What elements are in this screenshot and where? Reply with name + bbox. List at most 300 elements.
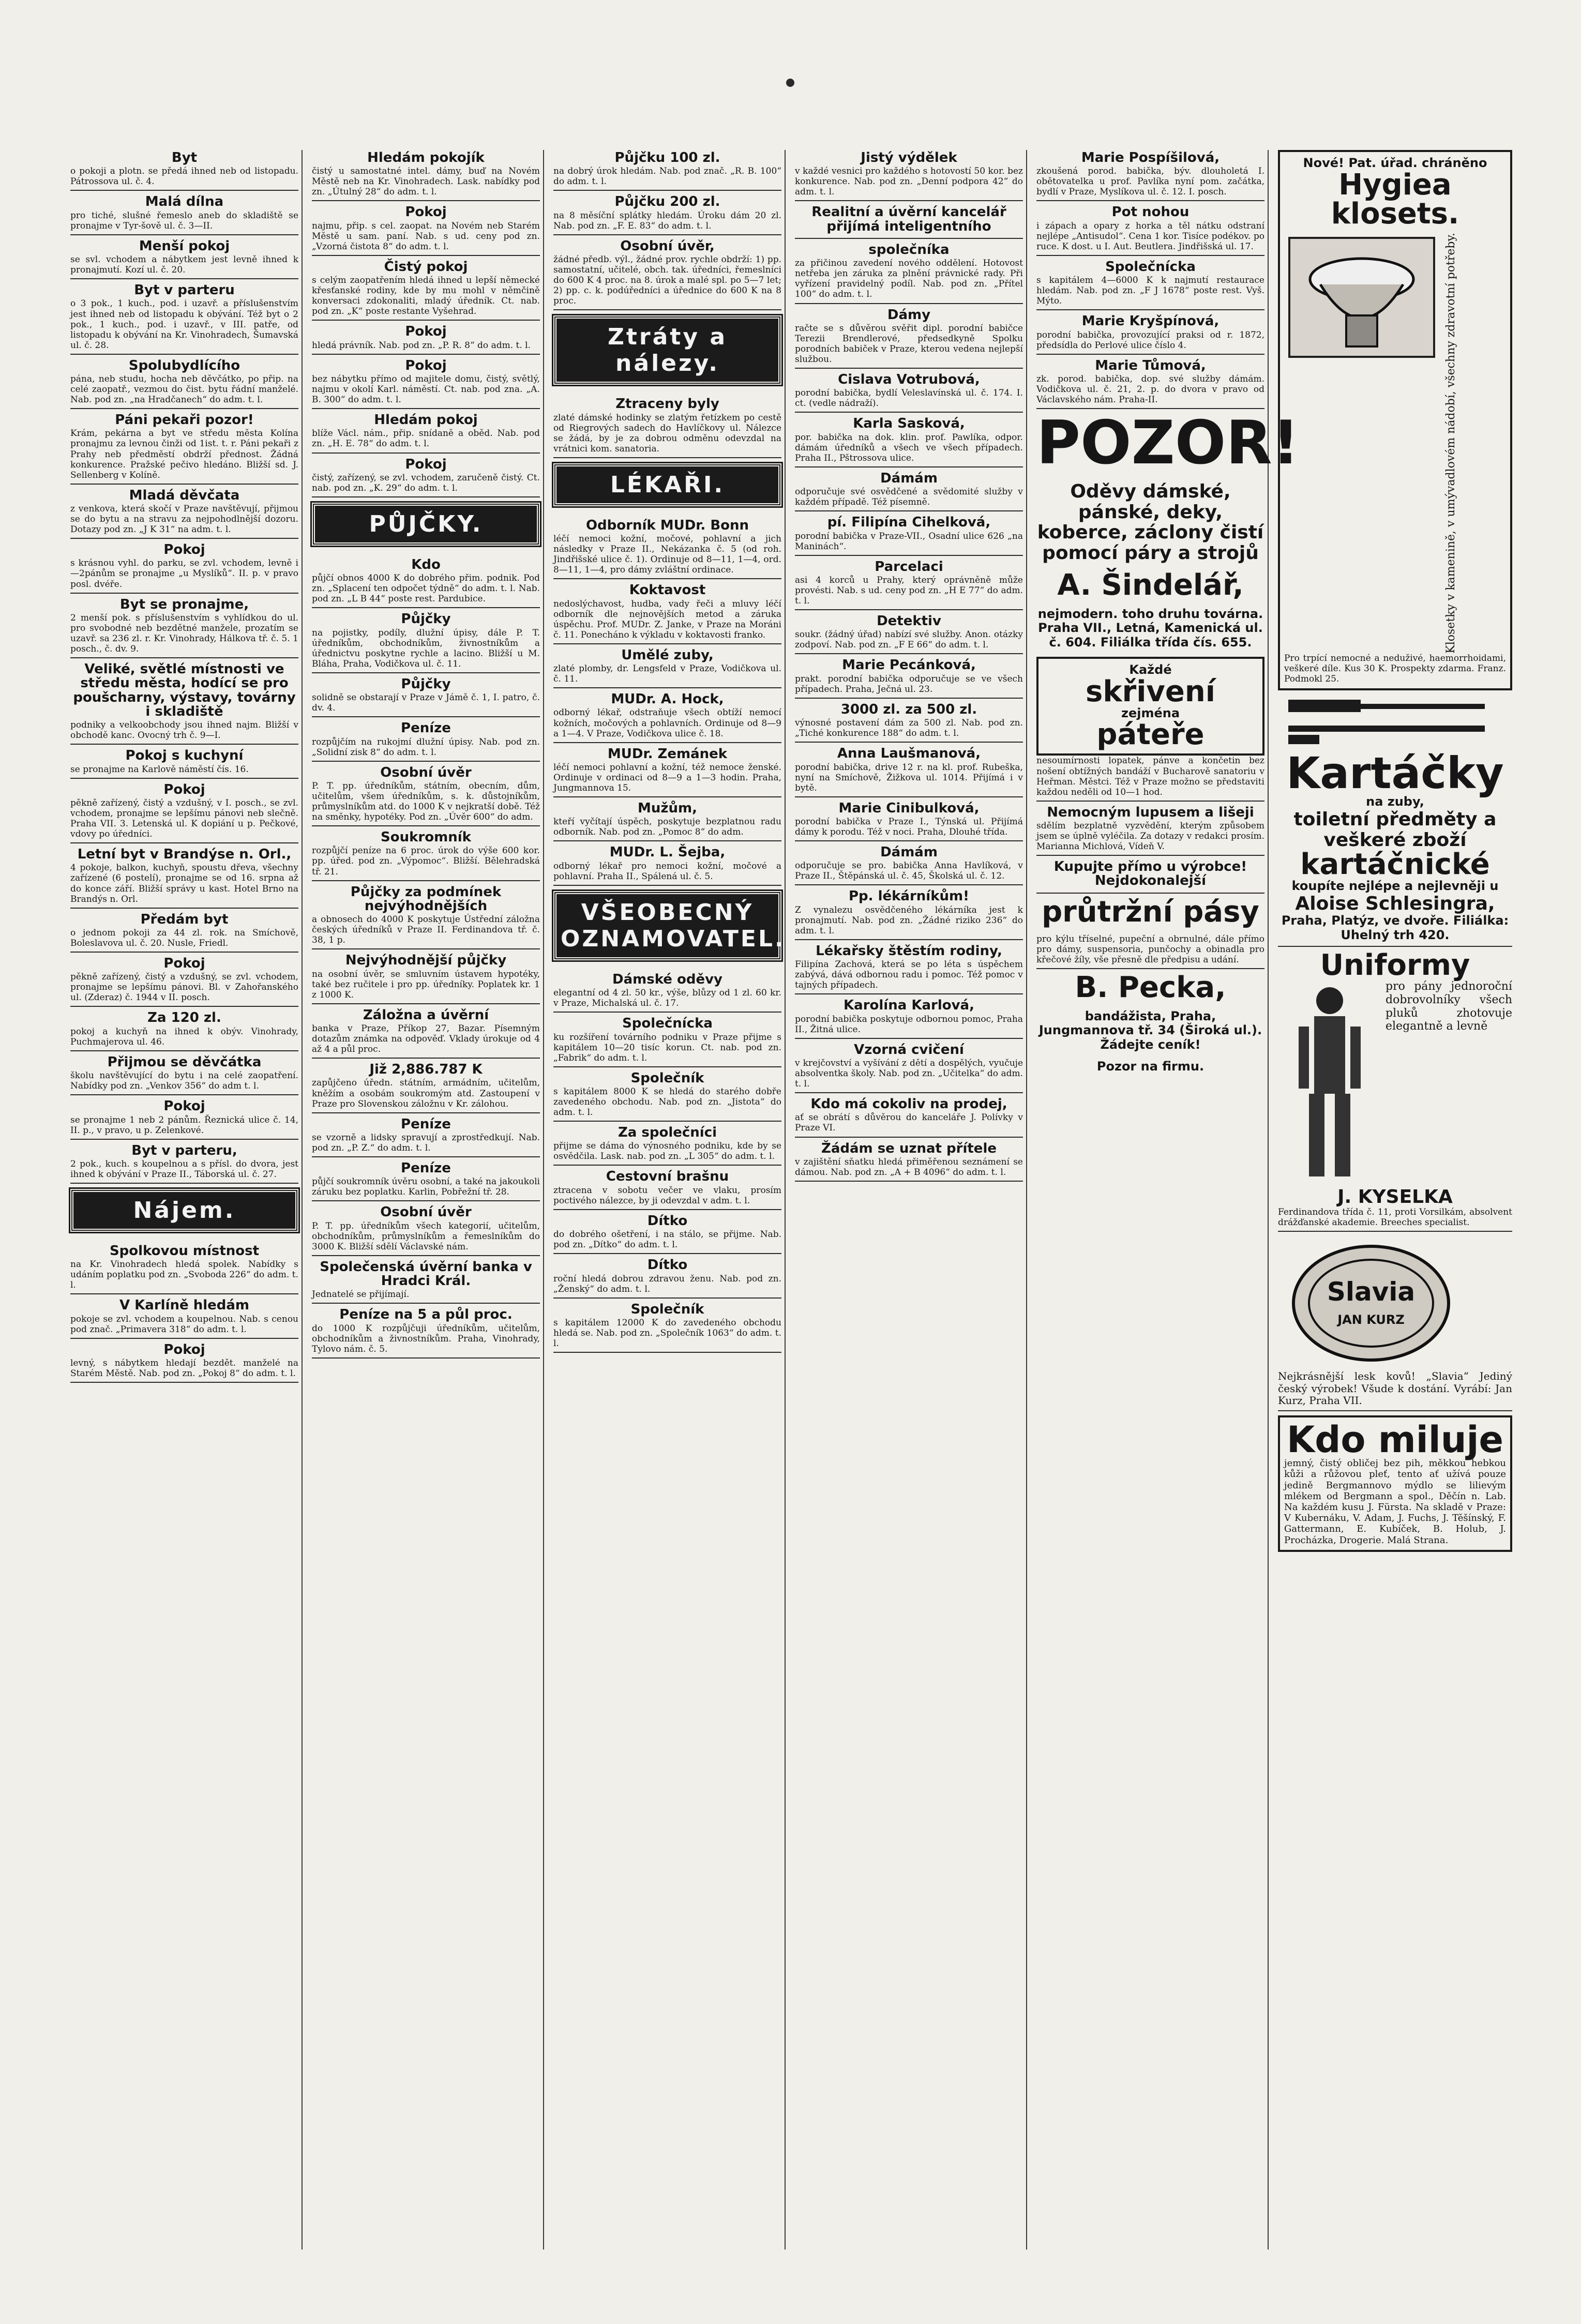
- ad-heading: Karla Sasková,: [853, 416, 965, 432]
- ad-text: bez nábytku přímo od majitele domu, čistý, světlý, najmu v okolí Karl. náměstí. Ct. nab. pod zna. „A. B. 300“ do adm. t. l.: [312, 374, 540, 405]
- classified-ad: [795, 560, 1023, 610]
- pozor-headline: POZOR!: [1036, 408, 1300, 478]
- ad-heading: Pokoj: [163, 956, 205, 972]
- slavia-badge: Slavia: [1327, 1277, 1416, 1307]
- classified-ad: [70, 283, 298, 355]
- classified-ad: [553, 802, 781, 841]
- classified-ad: [795, 999, 1023, 1038]
- ad-heading: Půjčky: [401, 676, 451, 692]
- ad-text: porodní babička v Praze I., Týnská ul. Přijímá dámy k porodu. Též v noci. Praha, Dlouhé třída.: [795, 816, 1023, 837]
- ad-heading: Marie Kryšpínová,: [1081, 313, 1219, 329]
- ad-heading: Marie Cinibulková,: [838, 800, 980, 816]
- classified-ad: [795, 373, 1023, 413]
- ad-text: čistý, zařízený, se zvl. vchodem, zaručeně čistý. Ct. nab. pod zn. „K. 29“ do adm. t. l.: [312, 472, 540, 493]
- ad-text: pokoj a kuchyň na ihned k obýv. Vinohrady, Puchmajerova ul. 46.: [70, 1026, 298, 1047]
- classified-ad: [70, 489, 298, 539]
- section-banner: PŮJČKY.: [312, 503, 540, 546]
- classified-ad: [553, 1258, 781, 1298]
- classified-ad: [312, 677, 540, 717]
- printer-dot: [786, 79, 794, 87]
- classified-ad: [312, 325, 540, 354]
- ad-text: léčí nemoci pohlavní a kožní, též nemoce ženské. Ordinuje v ordinaci od 8—9 a 1—3 hodin. Praha, Jungmannova 15.: [553, 762, 781, 793]
- classified-ad: [312, 954, 540, 1004]
- ad-heading: Pokoj: [163, 1098, 205, 1114]
- ad-heading: Odborník MUDr. Bonn: [585, 517, 749, 533]
- ad-text: se svl. vchodem a nábytkem jest levně ihned k pronajmutí. Kozí ul. č. 20.: [70, 254, 298, 276]
- ad-text: nedoslýchavost, hudba, vady řeči a mluvy léčí odborník dle nejnovějších metod a záruka úspěchu. Prof. MUDr. Z. Janke, v Praze na Moráni č. 11. Ponecháno k výkladu v koktavosti franko.: [553, 598, 781, 640]
- ad-heading: Přijmou se děvčátka: [107, 1054, 262, 1070]
- classified-ad: [70, 1244, 298, 1294]
- ad-heading: Marie Tůmová,: [1095, 357, 1206, 373]
- kyselka-address: Ferdinandova třída č. 11, proti Vorsilkám, absolvent drážďanské akademie. Breeches specialist.: [1278, 1207, 1512, 1228]
- ad-heading: Pokoj: [163, 781, 205, 797]
- ad-text: o jednom pokoji za 44 zl. rok. na Smíchově, Boleslavova ul. č. 20. Nusle, Friedl.: [70, 927, 298, 948]
- ad-heading: Byt: [171, 150, 198, 165]
- classified-ad: [312, 151, 540, 201]
- classified-ad: [795, 205, 1023, 239]
- classified-ad: [795, 802, 1023, 841]
- ad-heading: Lékařsky štěstím rodiny,: [816, 943, 1002, 959]
- classified-ad: [1036, 260, 1264, 310]
- kdo-miluje-text: jemný, čistý obličej bez pih, měkkou hebkou kůži a růžovou pleť, tento ať užívá pouze jedině Bergmannovo mýdlo se lilievým mlékem od Bergmann a spol., Děčín n. Lab. Na každém kusu J. Fürsta. Na skladě v Praze: V Kubernáku, V. Adam, J. Fuchs, J. Těšínský, F. Gattermann, E. Kubíček, B. Holub, J. Procházka, Drogerie. Malá Strana.: [1284, 1458, 1506, 1546]
- ad-heading: Pokoj: [405, 357, 447, 373]
- ad-text: soukr. (žádný úřad) nabízí své služby. Anon. otázky zodpoví. Nab. pod zn. „F E 66“ do adm. t. l.: [795, 629, 1023, 651]
- classified-ad: [312, 503, 540, 554]
- classified-ad: [553, 1303, 781, 1353]
- kartacky-title: Kartáčky: [1286, 748, 1504, 799]
- ad-heading: Anna Laušmanová,: [837, 746, 981, 762]
- section-banner: Ztráty a nálezy.: [553, 315, 781, 385]
- classified-ad: [553, 151, 781, 191]
- uniformy-text: pro pány jednoroční dobrovolníky všech pluků zhotovuje elegantně a levně: [1386, 979, 1512, 1033]
- ad-text: ku rozšíření továrního podniku v Praze přijme s kapitálem 10—20 tisíc korun. Ct. nab. pod zn. „Fabrik“ do adm. t. l.: [553, 1032, 781, 1063]
- ad-heading: Karolína Karlová,: [844, 998, 974, 1014]
- classified-ad: [553, 973, 781, 1013]
- display-heading: bandážista, Praha, Jungmannova tř. 34 (Široká ul.). Žádejte ceník!: [1038, 1008, 1262, 1052]
- ad-heading: Ztraceny byly: [615, 396, 719, 412]
- hygiea-ad: [1278, 150, 1512, 690]
- ad-heading: Realitní a úvěrní kancelář přijímá inteligentního: [811, 204, 1006, 234]
- ad-text: podniky a velkoobchody jsou ihned najm. Bližší v obchodě kanc. Ovocný trh č. 9—I.: [70, 720, 298, 741]
- ad-heading: Byt v parteru: [134, 282, 235, 298]
- ad-heading: Společnícka: [1105, 259, 1196, 275]
- ad-text: přijme se dáma do výnosného podniku, kde by se osvědčila. Lask. nab. pod zn. „L 305“ do adm. t. l.: [553, 1141, 781, 1162]
- classified-ad: [553, 519, 781, 579]
- ad-heading: Mužům,: [638, 801, 697, 817]
- classified-ad: [312, 1260, 540, 1304]
- ad-text: se pronajme 1 neb 2 pánům. Řeznická ulice č. 14, II. p., v pravo, u p. Zelenkové.: [70, 1114, 298, 1136]
- classified-ad: [795, 658, 1023, 698]
- column-3: [550, 150, 786, 2250]
- hygiea-side-text: Klosetky v kamenině, v umývadlovém nádobí, všechny zdravotní potřeby.: [1444, 232, 1457, 654]
- classified-ad: [70, 1055, 298, 1095]
- ad-heading: Společník: [630, 1301, 704, 1317]
- ad-heading: Spolubydlícího: [128, 357, 240, 373]
- classified-ad: [70, 1011, 298, 1051]
- classified-ad: [1036, 568, 1264, 603]
- classified-ad: [312, 558, 540, 608]
- ad-heading: Hledám pokojík: [367, 150, 485, 165]
- classified-ad: [1036, 657, 1264, 801]
- classified-ad: [795, 1043, 1023, 1093]
- ad-text: se pronajme na Karlově náměstí čís. 16.: [70, 764, 249, 775]
- kartacnicke-heading: kartáčnické: [1300, 848, 1490, 882]
- ad-text: elegantní od 4 zl. 50 kr., výše, blůzy od 1 zl. 60 kr. v Praze, Michalská ul. č. 17.: [553, 988, 781, 1009]
- ad-text: rozpůjčí peníze na 6 proc. úrok do výše 600 kor. pp. úřed. pod zn. „Výpomoc“. Bližší. Bělehradská tř. 21.: [312, 846, 540, 877]
- ad-text: račte se s důvěrou svěřit dipl. porodní babičce Terezii Brendlerové, předsedkyně Spolku porodních babiček v Praze, kterou vedena nejlepší službou.: [795, 323, 1023, 365]
- section-banner: VŠEOBECNÝ OZNAMOVATEL.: [553, 891, 781, 960]
- ad-heading: Osobní úvěr: [380, 1204, 472, 1220]
- ad-text: najmu, přip. s cel. zaopat. na Novém neb Starém Městě u sam. paní. Nab. s ud. ceny pod zn. „Vzorná čistota 8“ do adm. t. l.: [312, 220, 540, 252]
- ad-heading: Marie Pospíšilová,: [1081, 150, 1220, 165]
- kyselka-name: J. KYSELKA: [1337, 1186, 1453, 1208]
- ad-heading: Byt v parteru,: [131, 1142, 237, 1158]
- ad-heading: Dámské oděvy: [612, 971, 722, 987]
- kdo-miluje-title: Kdo miluje: [1286, 1418, 1504, 1461]
- column-4: [792, 150, 1027, 2250]
- ad-text: pro kýlu tříselné, pupeční a obrnulné, dále přímo pro dámy, suspensoria, punčochy a obinadla pro křečové žíly, vše přesně dle předpisu a udání.: [1036, 933, 1264, 965]
- spine-correction-box: [1036, 657, 1264, 756]
- classified-ad: [553, 583, 781, 644]
- classified-ad: [312, 1063, 540, 1113]
- slavia-text: Nejkrásnější lesk kovů! „Slavia“ Jediný český výrobek! Všude k dostání. Vyrábí: Jan Kurz, Praha VII.: [1278, 1370, 1512, 1407]
- classified-ad: [553, 648, 781, 688]
- classified-ad: [70, 195, 298, 235]
- classified-ad: [1036, 1060, 1264, 1077]
- ad-heading: Nemocným lupusem a lišeji: [1047, 804, 1254, 820]
- ad-text: prakt. porodní babička odporučuje se ve všech případech. Praha, Ječná ul. 23.: [795, 673, 1023, 695]
- classified-ad: [312, 458, 540, 497]
- ad-heading: Peníze: [401, 720, 451, 736]
- ad-heading: Koktavost: [629, 582, 706, 598]
- ad-text: kteří vyčítají úspěch, poskytuje bezplatnou radu odborník. Nab. pod zn. „Pomoc 8“ do adm.: [553, 817, 781, 838]
- ad-heading: Společník: [630, 1070, 704, 1086]
- hygiea-text: Pro trpící nemocné a neduživé, haemorrhoidami, veškeré díle. Kus 30 K. Prospekty zdarma. Franz. Podmokl 25.: [1284, 653, 1506, 685]
- slavia-brand: JAN KURZ: [1337, 1312, 1405, 1327]
- ad-heading: Čistý pokoj: [384, 259, 468, 275]
- classified-ad: [70, 1189, 298, 1240]
- uniformy-row: [1278, 980, 1512, 1187]
- classified-ad: [312, 1161, 540, 1201]
- ad-text: odporučuje se pro. babička Anna Havlíková, v Praze II., Štěpánská ul. č. 45, Školská ul. č. 12.: [795, 861, 1023, 882]
- ad-text: zlaté dámské hodinky se zlatým řetízkem po cestě od Riegrových sadech do Havlíčkovy ul. Nálezce se žádá, by je za dobrou odměnu odevzdal na vrátnici kom. sanatoria.: [553, 412, 781, 454]
- classified-ad: [553, 747, 781, 797]
- ad-text: zlaté plomby, dr. Lengsfeld v Praze, Vodičkova ul. č. 11.: [553, 663, 781, 685]
- ad-text: do 1000 K rozpůjčuji úředníkům, učitelům, obchodníkům a živnostníkům. Praha, Vinohrady, Tylovo nám. č. 5.: [312, 1323, 540, 1354]
- ad-text: na osobní úvěr, se smluvním ústavem hypotéky, také bez ručitele i pro pp. úředníky. Poplatek kr. 1 z 1000 K.: [312, 969, 540, 1000]
- column-5: [1033, 150, 1300, 2250]
- classified-ad: [553, 397, 781, 458]
- classified-ad: [795, 308, 1023, 369]
- classified-ad: [795, 243, 1023, 304]
- classified-ad: [795, 889, 1023, 940]
- ad-text: léčí nemoci kožní, močové, pohlavní a jich následky v Praze II., Nekázanka č. 5 (od roh. Jindřišské ulice č. 1). Ordinuje od 8—11, 1—4, ord. 8—11, 1—4, pro dámy zvláštní ordinace.: [553, 534, 781, 576]
- classified-ad: [312, 1118, 540, 1157]
- ad-heading: Parcelaci: [875, 559, 943, 575]
- ad-text: do dobrého ošetření, i na stálo, se přijme. Nab. pod zn. „Dítko“ do adm. t. l.: [553, 1229, 781, 1250]
- classified-ad: [70, 598, 298, 658]
- classified-ad: [70, 1299, 298, 1338]
- classified-ad: [553, 692, 781, 743]
- ad-heading: Mladá děvčata: [129, 487, 240, 503]
- ad-heading: Páni pekaři pozor!: [115, 412, 254, 428]
- ad-text: a obnosech do 4000 K poskytuje Ústřední záložna českých úředníků v Praze II. Ferdinandova tř. č. 38, 1 p.: [312, 914, 540, 946]
- ad-heading: Cislava Votrubová,: [838, 372, 980, 387]
- ad-heading: Pokoj: [405, 324, 447, 340]
- bergmann-ad: [1278, 1415, 1512, 1552]
- ad-heading: Dítko: [647, 1257, 688, 1273]
- ad-heading: Půjčku 100 zl.: [614, 150, 720, 165]
- classified-ad: [795, 417, 1023, 467]
- classified-ad: [70, 749, 298, 778]
- ad-heading: Menší pokoj: [139, 238, 230, 254]
- ad-text: solidně se obstarají v Praze v Jámě č. 1, I. patro, č. dv. 4.: [312, 692, 540, 714]
- kartacky-text: toiletní předměty a veškeré zboží: [1293, 809, 1497, 851]
- ad-heading: Osobní úvěr: [380, 764, 472, 780]
- ad-text: porodní babička, drive 12 r. na kl. prof. Rubeška, nyní na Smíchově, Žižkova ul. 1014. Přijímá i v bytě.: [795, 762, 1023, 793]
- classified-ad: [1036, 860, 1264, 894]
- ad-heading: Nejvýhodnější půjčky: [345, 953, 507, 969]
- classified-ad: [553, 239, 781, 311]
- classified-ad: [312, 359, 540, 409]
- classified-ad: [70, 413, 298, 485]
- ad-heading: Záložna a úvěrní: [363, 1007, 489, 1023]
- uniformy-ad: [1278, 948, 1512, 1232]
- ad-text: o 3 pok., 1 kuch., pod. i uzavř. a příslušenstvím jest ihned neb od listopadu k obývání. Též byt o 2 pok., 1 kuch., pod. i uzavř., v III. patře, od listopadu k obývání na Kr. Vinohradech, Šumavská ul. č. 28.: [70, 298, 298, 351]
- classified-ad: [70, 1099, 298, 1139]
- ad-text: na pojistky, podíly, dlužní úpisy, dále P. T. úředníkům, obchodníkům, živnostníkům a úřednictvu poskytne rychle a lacino. Bližší u M. Bláha, Praha, Vodičkova ul. č. 11.: [312, 627, 540, 669]
- ad-text: čistý u samostatné intel. dámy, buď na Novém Městě neb na Kr. Vinohradech. Lask. nabídky pod zn. „Útulný 28“ do adm. t. l.: [312, 166, 540, 198]
- classified-ad: [553, 1170, 781, 1210]
- classified-ad: [70, 1343, 298, 1383]
- classified-ad: [70, 913, 298, 953]
- kartacky-ad: [1278, 695, 1512, 946]
- ad-heading: Dámy: [887, 307, 931, 323]
- display-heading: nejmodern. toho druhu továrna. Praha VII., Letná, Kamenická ul. č. 604. Filiálka třída čís. 655.: [1037, 606, 1263, 650]
- display-heading: B. Pecka,: [1075, 970, 1226, 1004]
- ad-text: půjčí soukromník úvěru osobní, a také na jakoukoli záruku bez poplatku. Karlin, Pobřežní tř. 28.: [312, 1176, 540, 1198]
- ad-heading: Peníze: [401, 1160, 451, 1176]
- classified-ad: [312, 1308, 540, 1358]
- classified-ad: [70, 783, 298, 843]
- classified-ad: [1036, 151, 1264, 201]
- ad-heading: MUDr. Zemánek: [607, 746, 728, 762]
- classified-ad: [553, 1214, 781, 1254]
- classified-ad: [795, 944, 1023, 994]
- classified-ad: [795, 614, 1023, 654]
- ad-text: školu navštěvující do bytu i na celé zaopatření. Nabídky pod zn. „Venkov 356“ do adm t. l.: [70, 1070, 298, 1092]
- ad-text: v zajištění sňatku hledá přiměřenou seznámení se dámou. Nab. pod zn. „A + B 4096“ do adm. t. l.: [795, 1156, 1023, 1178]
- classified-ad: [312, 831, 540, 881]
- soldier-figure-icon: [1278, 980, 1381, 1187]
- column-2: [309, 150, 544, 2250]
- ad-text: Krám, pekárna a byt ve středu města Kolína pronajmu za levnou činži od 1ist. t. r. Páni pekaři z Prahy neb předměstí obdrží přednost. Žádná konkurence. Pražské pečivo hledáno. Bližší sd. J. Sellenberg v Kolíně.: [70, 428, 298, 480]
- ad-heading: Detektiv: [877, 613, 941, 629]
- classified-ad: [553, 846, 781, 885]
- kartacky-buy-line: koupíte nejlépe a nejlevněji u: [1291, 879, 1499, 894]
- ad-text: Filipína Zachová, která se po léta s úspěchem zabývá, dává odbornou radu i pomoc. Též pomoc v tajných případech.: [795, 959, 1023, 991]
- schlesinger-address: Praha, Platýz, ve dvoře. Filiálka: Uhelný trh 420.: [1281, 913, 1509, 942]
- ad-heading: Vzorná cvičení: [854, 1042, 964, 1058]
- ad-text: zk. porod. babička, dop. své služby dámám. Vodičkova ul. č. 21, 2. p. do dvora v pravo od Václavského nám. Praha-II.: [1036, 374, 1264, 405]
- ad-heading: Hledám pokoj: [374, 412, 478, 428]
- ad-text: 2 pok., kuch. s koupelnou a s přísl. do dvora, jest ihned k obývání v Praze II., Táborská ul. č. 27.: [70, 1158, 298, 1180]
- boxed-heading: skřivení: [1086, 674, 1215, 708]
- ad-heading: Kupujte přímo u výrobce! Nejdokonalejší: [1053, 859, 1247, 889]
- ad-text: zkoušená porod. babička, býv. dlouholetá I. obětovatelka u prof. Pavlíka nyní pom. začátka, bydlí v Praze, Myslíkova ul. č. 12. I. posch.: [1036, 166, 1264, 198]
- classified-ad: [795, 516, 1023, 555]
- ad-text: por. babička na dok. klin. prof. Pawlíka, odpor. dámám úředníků a všech ve všech případech. Praha II., Pštrossova ulice.: [795, 432, 1023, 463]
- classified-ad: [1036, 481, 1264, 566]
- boxed-heading: páteře: [1096, 718, 1204, 752]
- hygiea-title: Hygiea klosets.: [1331, 168, 1459, 231]
- ad-text: P. T. pp. úředníkům, státním, obecním, dům, učitelům, všem úředníkům, s. k. důstojníkům, průmyslníkům atd. do 1000 K v nejkratší době. Též na směnky, hypotéky. Pod zn. „Úvěr 600“ do adm.: [312, 780, 540, 823]
- classified-ad: [312, 413, 540, 453]
- ad-text: pro tiché, slušné řemeslo aneb do skladiště se pronajme v Tyr-šově ul. č. 3—II.: [70, 210, 298, 231]
- toothbrush-icon: [1278, 695, 1500, 751]
- classified-ad: [1036, 895, 1264, 930]
- ad-heading: MUDr. L. Šejba,: [609, 844, 726, 861]
- classified-ad: [1036, 970, 1264, 1005]
- ad-text: rozpůjčím na rukojmí dlužní úpisy. Nab. pod zn. „Solidní zisk 8“ do adm. t. l.: [312, 736, 540, 758]
- classified-ad: [1036, 359, 1264, 409]
- ad-text: s krásnou vyhl. do parku, se zvl. vchodem, levně i—2pánům se pronajme „u Myslíků“. II. p. v pravo posl. dvéře.: [70, 558, 298, 590]
- ad-text: odporučuje své osvědčené a svědomité služby v každém případě. Též písemně.: [795, 487, 1023, 508]
- newspaper-page: [67, 150, 1515, 2250]
- ad-heading: pí. Filipína Cihelková,: [827, 515, 991, 531]
- boxed-heading: zejména: [1121, 705, 1180, 720]
- classified-ad: [70, 1144, 298, 1184]
- classified-ad: [1036, 806, 1264, 856]
- ad-text: banka v Praze, Příkop 27, Bazar. Písemným dotazům známka na odpověď. Vklady úrokuje od 4 až 4 a půl proc.: [312, 1023, 540, 1055]
- ad-heading: Za společníci: [618, 1125, 717, 1141]
- ad-text: v krejčovství a vyšívání z dětí a dospělých, vyučuje absolventka školy. Nab. pod zn. „Učitelka“ do adm. t. l.: [795, 1058, 1023, 1090]
- classified-ad: [553, 891, 786, 969]
- ad-heading: Cestovní brašnu: [606, 1169, 729, 1185]
- boxed-heading: Každé: [1129, 662, 1172, 677]
- display-heading: A. Šindelář,: [1057, 568, 1244, 602]
- ad-text: půjčí obnos 4000 K do dobrého přim. podnik. Pod zn. „Splacení ten odpočet týdně“ do adm. t. l. Nab. pod zn. „L B 44“ poste rest. Pardubice.: [312, 573, 540, 605]
- ad-heading: V Karlíně hledám: [119, 1297, 249, 1314]
- classified-ad: [1036, 934, 1264, 969]
- ad-heading: Žádám se uznat přítele: [821, 1140, 997, 1156]
- ad-heading: Spolkovou místnost: [109, 1243, 260, 1259]
- ad-heading: Marie Pecánková,: [842, 657, 976, 673]
- column-6: [1275, 150, 1515, 2250]
- classified-ad: [553, 1017, 781, 1067]
- ad-text: sdělím bezplatně vyzvědění, kterým způsobem jsem se úplně vyléčila. Za dotazy v redakci prosím. Marianna Michlová, Vídeň V.: [1036, 820, 1264, 852]
- ad-heading: Pokoj s kuchyní: [125, 748, 244, 764]
- ad-heading: Osobní úvěr,: [620, 238, 715, 254]
- ad-text: na Kr. Vinohradech hledá spolek. Nabídky s udáním poplatku pod zn. „Svoboda 226“ do adm. t. l.: [70, 1259, 298, 1291]
- ad-heading: MUDr. A. Hock,: [611, 691, 724, 707]
- ad-text: porodní babička poskytuje odbornou pomoc, Praha II., Žitná ulice.: [795, 1014, 1023, 1035]
- classified-ad: [312, 205, 540, 255]
- ad-text: o pokoji a plotn. se předá ihned neb od listopadu. Pátrossova ul. č. 4.: [70, 166, 298, 187]
- ad-heading: Pokoj: [163, 542, 205, 558]
- ad-text: porodní babička v Praze-VII., Osadní ulice 626 „na Maninách“.: [795, 531, 1023, 552]
- ad-text: Z vynalezu osvědčeného lékárníka jest k pronajmutí. Nab. pod zn. „Žádné riziko 236“ do adm. t. l.: [795, 904, 1023, 936]
- ad-heading: Půjčky za podmínek nejvýhodnějších: [350, 884, 502, 914]
- ad-heading: 3000 zl. za 500 zl.: [840, 701, 977, 717]
- classified-ad: [70, 662, 298, 745]
- classified-ad: [1036, 408, 1300, 478]
- display-heading: Oděvy dámské, pánské, deky, koberce, záclony čistí pomocí páry a strojů: [1037, 481, 1264, 564]
- ad-text: s kapitálem 12000 K do zavedeného obchodu hledá se. Nab. pod zn. „Společník 1063“ do adm. t. l.: [553, 1317, 781, 1349]
- ad-heading: Pokoj: [405, 204, 447, 220]
- ad-text: výnosné postavení dám za 500 zl. Nab. pod zn. „Tiché konkurence 188“ do adm. t. l.: [795, 718, 1023, 739]
- classified-ad: [312, 721, 540, 761]
- classified-ad: [312, 885, 540, 950]
- classified-ad: [312, 260, 540, 321]
- ad-heading: Letní byt v Brandýse n. Orl.,: [77, 847, 292, 863]
- classified-ad: [312, 612, 540, 673]
- classified-ad: [795, 1142, 1023, 1182]
- classified-ad: [795, 472, 1023, 511]
- ad-text: s kapitálem 4—6000 K k najmutí restaurace hledám. Nab. pod zn. „F J 1678“ poste rest. Vyš. Mýto.: [1036, 275, 1264, 307]
- display-heading: průtržní pásy: [1042, 895, 1259, 929]
- ad-heading: Společnícka: [622, 1016, 713, 1032]
- ad-heading: Peníze na 5 a půl proc.: [339, 1307, 513, 1323]
- column-1: [67, 150, 303, 2250]
- classified-ad: [70, 359, 298, 409]
- ad-text: žádné předb. výl., žádné prov. rychle obdrží: 1) pp. samostatní, učitelé, obch. tak. úředníci, řemeslníci do 600 K 4 proc. na 8. úrok a malé spl. po 5—7 let; 2) pp. c. k. podúředníci a úřednice do 600 K na 8 proc.: [553, 254, 781, 307]
- ad-heading: Předám byt: [140, 911, 229, 927]
- ad-text: levný, s nábytkem hledají bezdět. manželé na Starém Městě. Nab. pod zn. „Pokoj 8“ do adm. t. l.: [70, 1358, 298, 1379]
- ad-heading: Kdo má cokoliv na prodej,: [810, 1096, 1007, 1112]
- classified-ad: [1036, 1009, 1264, 1055]
- ad-heading: Byt se pronajme,: [119, 596, 249, 612]
- ad-text: nesoumírnosti lopatek, pánve a končetin bez nošení obtížných bandáží v Bucharově sanatoriu v Heřman. Městci. Též v Praze možno se představiti každou neděli od 10—1 hod.: [1036, 756, 1264, 797]
- ad-text: na 8 měsíční splátky hledám. Úroku dám 20 zl. Nab. pod zn. „F. E. 83“ do adm. t. l.: [553, 210, 781, 231]
- ad-text: blíže Václ. nám., přip. snídaně a oběd. Nab. pod zn. „H. E. 78“ do adm. t. l.: [312, 428, 540, 449]
- ad-heading: Za 120 zl.: [147, 1010, 221, 1026]
- classified-ad: [553, 1072, 781, 1122]
- ad-text: v každé vesnici pro každého s hotovostí 50 kor. bez konkurence. Nab. pod zn. „Denní podpora 42“ do adm. t. l.: [795, 166, 1023, 198]
- toilet-icon: [1284, 233, 1439, 362]
- ad-heading: Půjčky: [401, 611, 451, 627]
- ad-heading: Malá dílna: [145, 194, 224, 210]
- ad-text: z venkova, která skočí v Praze navštěvují, přijmou se do bytu a na stravu za nejpohodlnější dozoru. Dotazy pod zn. „J K 31“ na adm. t. l.: [70, 503, 298, 535]
- ad-heading: Dítko: [647, 1213, 688, 1229]
- ad-text: se vzorně a lidsky spravují a zprostředkují. Nab. pod zn. „P. Z.“ do adm. t. l.: [312, 1132, 540, 1153]
- classified-ad: [553, 1126, 781, 1166]
- classified-ad: [795, 1097, 1023, 1137]
- section-banner: LÉKAŘI.: [553, 463, 781, 506]
- ad-heading: Půjčku 200 zl.: [614, 194, 720, 210]
- ad-text: hledá právník. Nab. pod zn. „P. R. 8“ do adm. t. l.: [312, 340, 531, 351]
- ad-text: zapůjčeno úředn. státním, armádním, učitelům, kněžím a osobám soukromým atd. Zastoupení v Praze pro Slovenskou záložnu v Kr. zálohou.: [312, 1078, 540, 1109]
- ad-heading: Pot nohou: [1111, 204, 1189, 220]
- ad-text: porodní babička, provozující praksi od r. 1872, předsídla do Perlové ulice číslo 4.: [1036, 329, 1264, 351]
- hygiea-illustration-row: [1284, 233, 1506, 654]
- ad-heading: Soukromník: [381, 829, 471, 846]
- ad-heading: Kdo: [411, 556, 441, 572]
- classified-ad: [312, 766, 540, 826]
- ad-heading: Jistý výdělek: [861, 150, 957, 165]
- ad-heading: Pokoj: [163, 1341, 205, 1357]
- ad-text: odborný lékař pro nemoci kožní, močové a pohlavní. Praha II., Spálená ul. č. 5.: [553, 861, 781, 882]
- ad-text: pokoje se zvl. vchodem a koupelnou. Nab. s cenou pod znač. „Primavera 318“ do adm. t. l.: [70, 1314, 298, 1335]
- classified-ad: [553, 463, 781, 515]
- ad-text: ztracena v sobotu večer ve vlaku, prosím poctivého nálezce, by ji odevzdal v adm. t. l.: [553, 1185, 781, 1206]
- ad-text: asi 4 korců u Prahy, který oprávněně může provésti. Nab. s ud. ceny pod zn. „H E 77“ do adm. t. l.: [795, 575, 1023, 606]
- classified-ad: [70, 848, 298, 908]
- ad-text: s celým zaopatřením hledá ihned u lepší německé křesťanské rodiny, kde by mu mohl v němčině konversaci zdokonaliti, mladý úředník. Ct. nab. pod zn. „K“ poste restante Vyšehrad.: [312, 275, 540, 317]
- ad-heading: společníka: [868, 242, 950, 258]
- classified-ad: [795, 151, 1023, 201]
- classified-ad: [1036, 607, 1264, 653]
